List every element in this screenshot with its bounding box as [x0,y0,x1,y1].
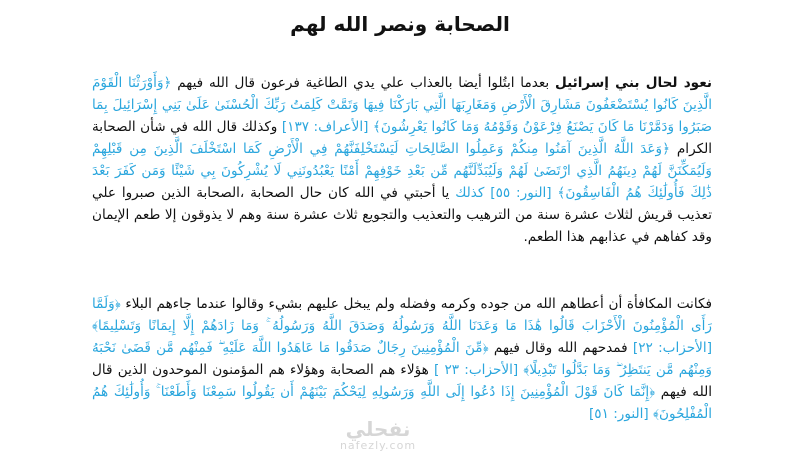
quran-verse: ﴿وَأَوْرَثْنَا الْقَوْمَ الَّذِينَ كَانُوا يُسْتَضْعَفُونَ مَشَارِقَ الْأَرْضِ وَمَغَارِبَهَا الَّتِي بَارَكْنَا فِيهَا وَتَمَّتْ كَلِمَتُ رَبِّكَ الْحُسْنَىٰ عَلَىٰ بَنِي إِسْرَائِيلَ بِمَا صَبَرُوا وَدَمَّرْنَا مَا كَانَ يَصْنَعُ فِرْعَوْنُ وَقَوْمُهُ وَمَا كَانُوا يَعْرِشُونَ﴾ [الأعراف: ١٣٧] [92,75,712,135]
page-title: الصحابة ونصر الله لهم [290,12,510,36]
paragraph-1 [92,72,712,248]
quran-verse: ﴿وَعَدَ اللَّهُ الَّذِينَ آمَنُوا مِنكُمْ وَعَمِلُوا الصَّالِحَاتِ لَيَسْتَخْلِفَنَّهُمْ فِي الْأَرْضِ كَمَا اسْتَخْلَفَ الَّذِينَ مِن قَبْلِهِمْ وَلَيُمَكِّنَنَّ لَهُمْ دِينَهُمُ الَّذِي ارْتَضَىٰ لَهُمْ وَلَيُبَدِّلَنَّهُم مِّن بَعْدِ خَوْفِهِمْ أَمْنًا يَعْبُدُونَنِي لَا يُشْرِكُونَ بِي شَيْئًا وَمَن كَفَرَ بَعْدَ ذَٰلِكَ فَأُولَٰئِكَ هُمُ الْفَاسِقُونَ﴾ [النور: ٥٥] [92,141,712,201]
body-text: يا أحبتي في الله كان حال الصحابة ،الصحابة الذين صبروا علي تعذيب قريش لثلاث عشرة سنة من الترهيب والتعذيب والتجويع ثلاث عشرة سنة وهم لا يذوقون إلا طعم الإيمان وقد كفاهم في عذابهم هذا الطعم. [92,185,712,245]
body-text: هؤلاء هم الصحابة وهؤلاء هم المؤمنون الموحدون الذين قال الله فيهم [92,362,713,400]
paragraph-2 [92,293,712,425]
verse-tail-text: كذلك [455,185,491,201]
body-text: بعدما ابتُلوا أيضا بالعذاب علي يدي الطاغية فرعون قال الله فيهم [171,75,555,91]
quran-verse: ﴿إِنَّمَا كَانَ قَوْلَ الْمُؤْمِنِينَ إِذَا دُعُوا إِلَى اللَّهِ وَرَسُولِهِ لِيَحْكُمَ بَيْنَهُمْ أَن يَقُولُوا سَمِعْنَا وَأَطَعْنَا ۚ وَأُولَٰئِكَ هُمُ الْمُفْلِحُونَ﴾ [النور: ٥١] [92,384,712,422]
quran-verse: ﴿مِّنَ الْمُؤْمِنِينَ رِجَالٌ صَدَقُوا مَا عَاهَدُوا اللَّهَ عَلَيْهِ ۖ فَمِنْهُم مَّن قَضَىٰ نَحْبَهُ وَمِنْهُم مَّن يَنتَظِرُ ۖ وَمَا بَدَّلُوا تَبْدِيلًا﴾ [الأحزاب: ٢٣ ] [92,340,713,378]
quran-verse: ﴿وَلَمَّا رَأَى الْمُؤْمِنُونَ الْأَحْزَابَ قَالُوا هَٰذَا مَا وَعَدَنَا اللَّهُ وَرَسُولُهُ وَصَدَقَ اللَّهُ وَرَسُولُهُ ۚ وَمَا زَادَهُمْ إِلَّا إِيمَانًا وَتَسْلِيمًا﴾ [الأحزاب: ٢٢] [92,296,712,356]
body-text: فمدحهم الله وقال فيهم [488,340,633,356]
lead-bold-text: نعود لحال بني إسرائيل [554,75,712,91]
watermark-arabic: نفحلي [345,417,411,441]
body-text: فكانت المكافأة أن أعطاهم الله من جوده وكرمه وفضله ولم يبخل عليهم بشيء وقالوا عندما جاءهم البلاء [120,296,712,312]
watermark-url: nafezly.com [339,439,417,452]
body-text: وكذلك قال الله في شأن الصحابة الكرام [92,119,713,157]
